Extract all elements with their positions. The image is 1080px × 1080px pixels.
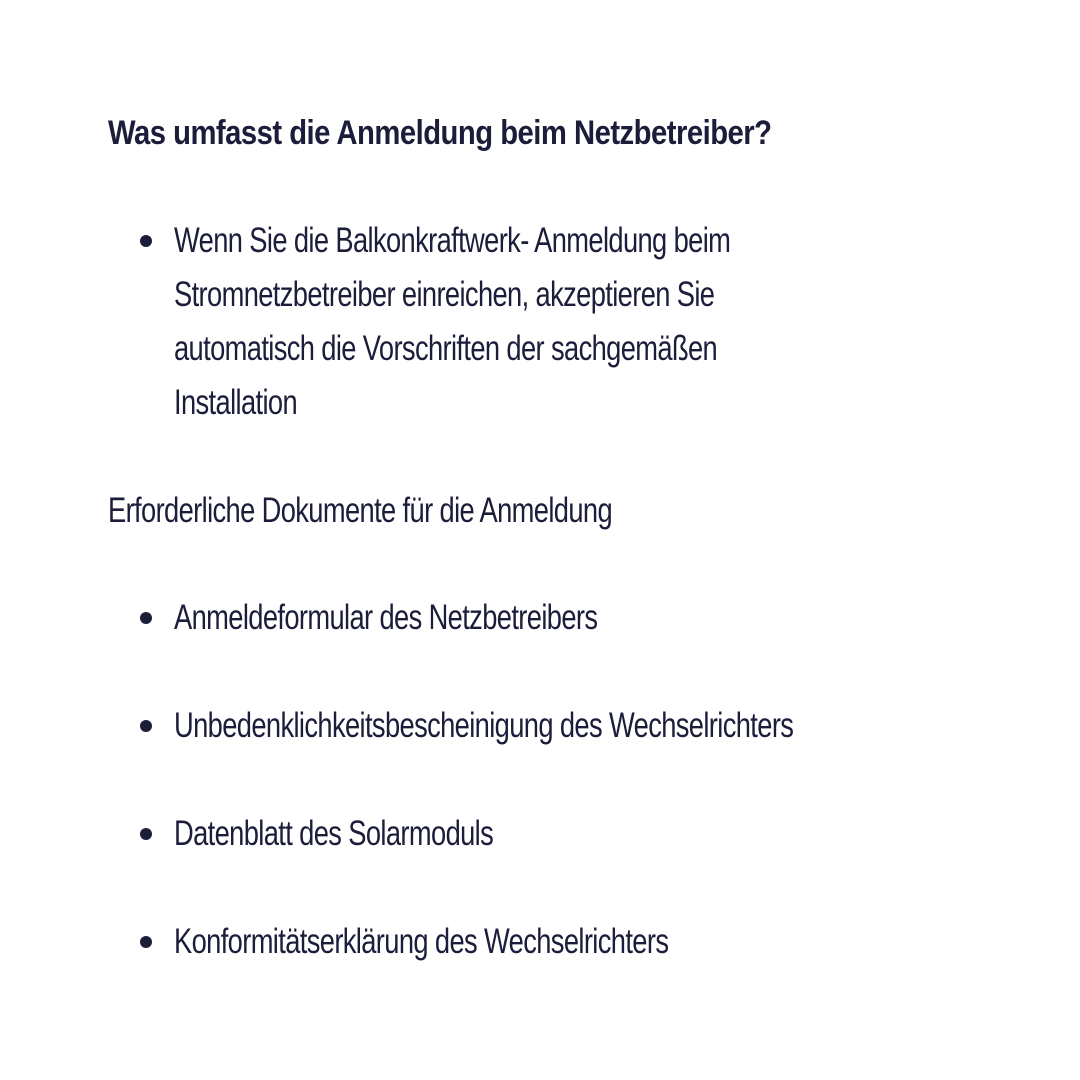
document-item: Unbedenklichkeitsbescheinigung des Wechselrichters — [174, 706, 794, 745]
document-item: Anmeldeformular des Netzbetreibers — [174, 598, 598, 637]
info-bullet-line: Installation — [174, 383, 298, 422]
bullet-dot-icon — [140, 720, 152, 732]
page-heading: Was umfasst die Anmeldung beim Netzbetreiber? — [108, 114, 772, 152]
info-bullet-text — [174, 214, 730, 430]
bullet-dot-icon — [140, 612, 152, 624]
bullet-dot-icon — [140, 828, 152, 840]
bullet-dot-icon — [140, 936, 152, 948]
bullet-dot-icon — [140, 235, 152, 247]
info-bullet-line: automatisch die Vorschriften der sachgemäßen — [174, 329, 718, 368]
document-item: Konformitätserklärung des Wechselrichters — [174, 922, 669, 961]
documents-subheading: Erforderliche Dokumente für die Anmeldung — [108, 491, 613, 530]
info-bullet-line: Wenn Sie die Balkonkraftwerk- Anmeldung beim — [174, 221, 731, 260]
info-bullet-line: Stromnetzbetreiber einreichen, akzeptieren Sie — [174, 275, 715, 314]
document-item: Datenblatt des Solarmoduls — [174, 814, 494, 853]
